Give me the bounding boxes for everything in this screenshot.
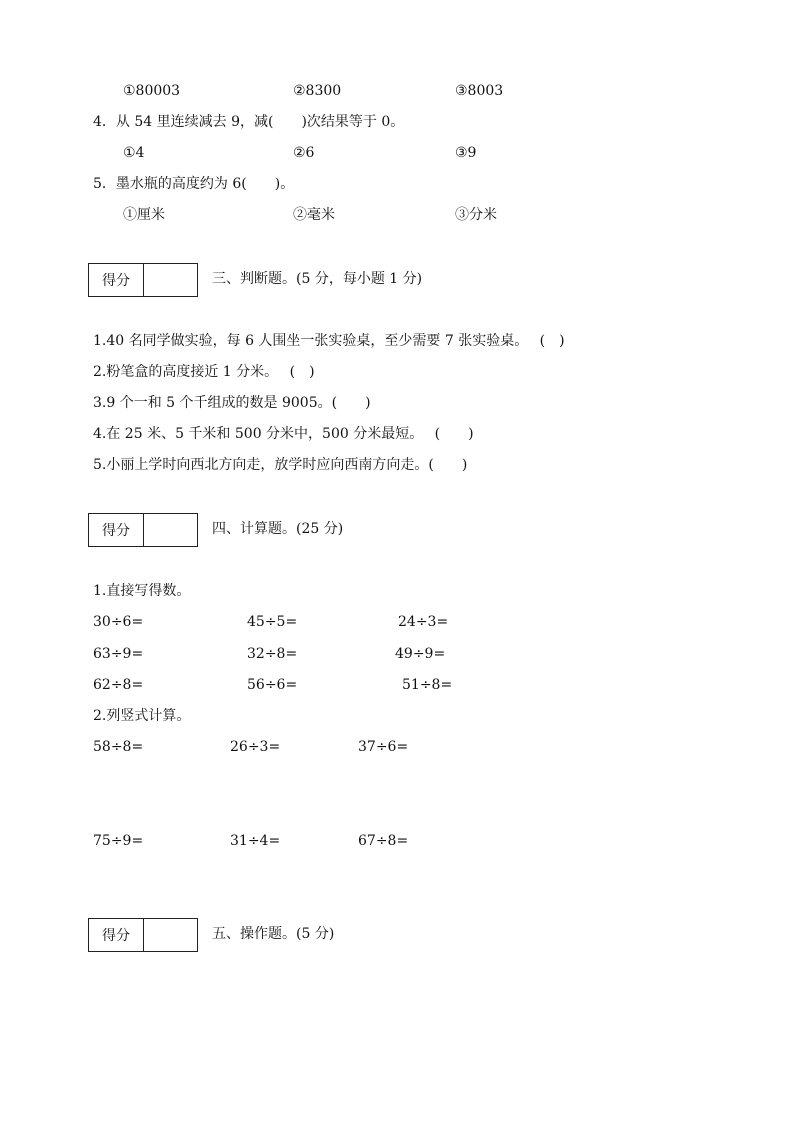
calc-item: 49÷9= bbox=[395, 646, 446, 662]
q3-option-2: ②8300 bbox=[293, 83, 342, 99]
judge-item-1: 1.40 名同学做实验，每 6 人围坐一张实验桌，至少需要 7 张实验桌。 ( ) bbox=[93, 333, 565, 349]
section4-sub2: 2.列竖式计算。 bbox=[93, 708, 191, 724]
calc-item: 51÷8= bbox=[402, 677, 453, 693]
score-box-section3 bbox=[88, 263, 198, 297]
score-blank[interactable] bbox=[144, 514, 197, 546]
section3-title: 三、判断题。(5 分，每小题 1 分) bbox=[212, 271, 423, 287]
score-label: 得分 bbox=[89, 514, 144, 546]
q4-option-3: ③9 bbox=[455, 145, 477, 161]
score-box-section4 bbox=[88, 513, 198, 547]
vertical-calc-item: 58÷8= bbox=[93, 739, 144, 755]
section5-title: 五、操作题。(5 分) bbox=[212, 926, 335, 942]
q4-option-1: ①4 bbox=[123, 145, 145, 161]
calc-item: 56÷6= bbox=[247, 677, 298, 693]
q3-option-1: ①80003 bbox=[123, 83, 181, 99]
q5-option-3: ③分米 bbox=[455, 207, 497, 223]
vertical-calc-item: 31÷4= bbox=[230, 833, 281, 849]
q5-option-2: ②毫米 bbox=[293, 207, 335, 223]
vertical-calc-item: 26÷3= bbox=[230, 739, 281, 755]
calc-item: 32÷8= bbox=[247, 646, 298, 662]
score-label: 得分 bbox=[89, 264, 144, 296]
calc-item: 45÷5= bbox=[247, 614, 298, 630]
score-blank[interactable] bbox=[144, 264, 197, 296]
calc-item: 30÷6= bbox=[93, 614, 144, 630]
judge-item-5: 5.小丽上学时向西北方向走，放学时应向西南方向走。( ) bbox=[93, 457, 468, 473]
q4-option-2: ②6 bbox=[293, 145, 315, 161]
q5-text: 5．墨水瓶的高度约为 6( )。 bbox=[93, 176, 295, 192]
calc-item: 62÷8= bbox=[93, 677, 144, 693]
judge-item-2: 2.粉笔盒的高度接近 1 分米。 ( ) bbox=[93, 364, 315, 380]
score-label: 得分 bbox=[89, 919, 144, 951]
section4-sub1: 1.直接写得数。 bbox=[93, 583, 191, 599]
vertical-calc-item: 37÷6= bbox=[358, 739, 409, 755]
score-box-section5 bbox=[88, 918, 198, 952]
calc-item: 63÷9= bbox=[93, 646, 144, 662]
q5-option-1: ①厘米 bbox=[123, 207, 165, 223]
judge-item-4: 4.在 25 米、5 千米和 500 分米中，500 分米最短。 ( ) bbox=[93, 426, 474, 442]
section4-title: 四、计算题。(25 分) bbox=[212, 521, 344, 537]
q3-option-3: ③8003 bbox=[455, 83, 504, 99]
vertical-calc-item: 67÷8= bbox=[358, 833, 409, 849]
judge-item-3: 3.9 个一和 5 个千组成的数是 9005。( ) bbox=[93, 395, 371, 411]
score-blank[interactable] bbox=[144, 919, 197, 951]
calc-item: 24÷3= bbox=[398, 614, 449, 630]
vertical-calc-item: 75÷9= bbox=[93, 833, 144, 849]
q4-text: 4．从 54 里连续减去 9，减( )次结果等于 0。 bbox=[93, 114, 405, 130]
